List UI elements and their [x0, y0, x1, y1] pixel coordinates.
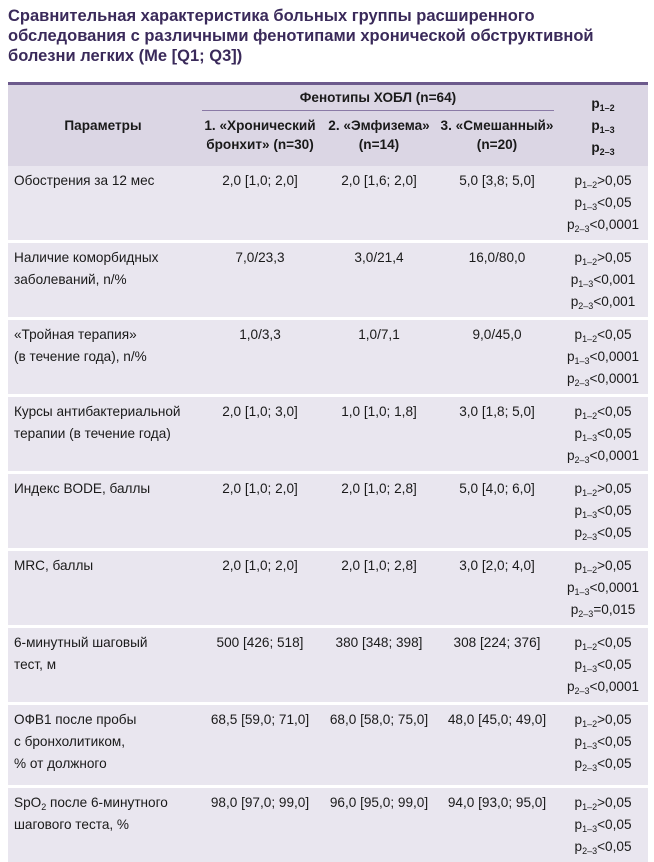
p-values-cell — [558, 474, 648, 548]
param-line: Наличие коморбидных — [14, 250, 159, 265]
param-line: шагового теста, % — [14, 817, 130, 832]
header-group-1: 1. «Хронический бронхит» (n=30) — [204, 118, 316, 152]
value-group-1: 98,0 [97,0; 99,0] — [210, 795, 310, 810]
param-line: заболеваний, n/% — [14, 272, 127, 287]
p-values-cell — [558, 705, 648, 785]
table-row — [8, 397, 648, 471]
p-values-cell — [558, 628, 648, 702]
p-value: $p_{2-3}<0,0001$ — [566, 371, 640, 388]
p-value: $p_{1-3}<0,0001$ — [566, 580, 640, 597]
header-p-values — [558, 84, 648, 167]
value-group-3: 94,0 [93,0; 95,0] — [447, 795, 547, 810]
param-cell — [8, 474, 198, 548]
param-line: терапии (в течение года) — [14, 426, 171, 441]
param-line: ОФВ1 после пробы — [14, 712, 137, 727]
value-group-3: 5,0 [4,0; 6,0] — [459, 481, 535, 496]
p-value: $p_{1-2}>0,05$ — [574, 250, 632, 267]
table-row — [8, 166, 648, 240]
p-value: $p_{1-2}<0,05$ — [574, 327, 632, 344]
p-value: $p_{2-3}<0,05$ — [574, 525, 632, 542]
p-value: $p_{1-3}<0,05$ — [574, 657, 632, 674]
value-group-3: 3,0 [2,0; 4,0] — [459, 558, 535, 573]
p-values-cell — [558, 166, 648, 240]
value-group-2: 2,0 [1,6; 2,0] — [341, 173, 417, 188]
value-group-1: 68,5 [59,0; 71,0] — [210, 712, 310, 727]
value-group-1: 7,0/23,3 — [235, 250, 285, 265]
param-cell — [8, 705, 198, 785]
p-value: $p_{1-2}>0,05$ — [574, 558, 632, 575]
p-value: $p_{1-2}>0,05$ — [574, 481, 632, 498]
param-line: % от должного — [14, 756, 107, 771]
p-value: $p_{1-3}<0,05$ — [574, 734, 632, 751]
value-group-2: 68,0 [58,0; 75,0] — [329, 712, 429, 727]
value-group-3: 3,0 [1,8; 5,0] — [459, 404, 535, 419]
header-phenotypes-label: Фенотипы ХОБЛ (n=64) — [202, 88, 554, 111]
value-group-1: 2,0 [1,0; 2,0] — [222, 481, 298, 496]
value-group-1: 2,0 [1,0; 3,0] — [222, 404, 298, 419]
p-value: $p_{2-3}<0,05$ — [574, 756, 632, 773]
p-value: $p_{1-3}<0,001$ — [570, 272, 636, 289]
p-value: $p_{1-2}<0,05$ — [574, 404, 632, 421]
value-group-2: 380 [348; 398] — [335, 635, 423, 650]
param-line: Индекс BODE, баллы — [14, 481, 151, 496]
table-title: Сравнительная характеристика больных группы расширенного обследования с различными фенотипами хронической обструктивной болезни легких (Ме [Q1; Q3]) — [8, 7, 594, 65]
param-line: 6-минутный шаговый — [14, 635, 148, 650]
param-line: Курсы антибактериальной — [14, 404, 181, 419]
table-header — [8, 84, 648, 167]
header-p12: $p_{1-2}$ — [591, 95, 615, 113]
header-phenotypes — [198, 84, 558, 114]
table-row — [8, 320, 648, 394]
param-line: MRC, баллы — [14, 558, 94, 573]
table-row — [8, 474, 648, 548]
param-line: с бронхолитиком, — [14, 734, 126, 749]
table-row — [8, 243, 648, 317]
p-value: $p_{2-3}<0,001$ — [570, 294, 636, 311]
param-line: «Тройная терапия» — [14, 327, 137, 342]
p-value: $p_{2-3}<0,0001$ — [566, 679, 640, 696]
value-group-2: 2,0 [1,0; 2,8] — [341, 481, 417, 496]
value-group-3: 9,0/45,0 — [472, 327, 522, 342]
data-table — [8, 82, 648, 862]
param-cell — [8, 551, 198, 625]
table-row — [8, 705, 648, 785]
param-cell — [8, 788, 198, 862]
param-line: тест, м — [14, 657, 57, 672]
table-row — [8, 628, 648, 702]
value-group-3: 48,0 [45,0; 49,0] — [447, 712, 547, 727]
value-group-3: 308 [224; 376] — [453, 635, 541, 650]
value-group-1: 2,0 [1,0; 2,0] — [222, 558, 298, 573]
p-value: $p_{1-3}<0,05$ — [574, 817, 632, 834]
p-values-cell — [558, 320, 648, 394]
p-value: $p_{1-2}>0,05$ — [574, 712, 632, 729]
param-line: Обострения за 12 мес — [14, 173, 155, 188]
p-values-cell — [558, 788, 648, 862]
param-cell — [8, 320, 198, 394]
p-value: $p_{1-3}<0,05$ — [574, 426, 632, 443]
p-value: $p_{1-3}<0,05$ — [574, 195, 632, 212]
header-group-2: 2. «Эмфизема» (n=14) — [328, 118, 430, 152]
value-group-2: 3,0/21,4 — [354, 250, 404, 265]
p-value: $p_{1-2}>0,05$ — [574, 173, 632, 190]
p-value: $p_{1-2}>0,05$ — [574, 795, 632, 812]
p-value: $p_{2-3}<0,0001$ — [566, 217, 640, 234]
p-value: $p_{2-3}=0,015$ — [570, 602, 636, 619]
param-rest: после 6-минутного — [46, 795, 168, 810]
p-value: $p_{2-3}<0,0001$ — [566, 448, 640, 465]
param-cell — [8, 397, 198, 471]
value-group-3: 16,0/80,0 — [468, 250, 526, 265]
value-group-2: 2,0 [1,0; 2,8] — [341, 558, 417, 573]
p-value: $p_{2-3}<0,05$ — [574, 839, 632, 856]
value-group-3: 5,0 [3,8; 5,0] — [459, 173, 535, 188]
p-values-cell — [558, 397, 648, 471]
value-group-1: 2,0 [1,0; 2,0] — [222, 173, 298, 188]
table-body — [8, 166, 648, 862]
value-group-2: 1,0 [1,0; 1,8] — [341, 404, 417, 419]
p-value: $p_{1-3}<0,0001$ — [566, 349, 640, 366]
param-cell — [8, 166, 198, 240]
param-sub: 2 — [41, 802, 47, 812]
header-params: Параметры — [64, 118, 142, 133]
p-values-cell — [558, 551, 648, 625]
param-line: (в течение года), n/% — [14, 349, 147, 364]
value-group-2: 1,0/7,1 — [358, 327, 400, 342]
param-line — [14, 792, 198, 814]
table-row — [8, 788, 648, 862]
p-value: $p_{1-2}<0,05$ — [574, 635, 632, 652]
param-cell — [8, 243, 198, 317]
value-group-1: 500 [426; 518] — [216, 635, 304, 650]
p-value: $p_{1-3}<0,05$ — [574, 503, 632, 520]
header-p13: $p_{1-3}$ — [591, 117, 615, 135]
header-group-3: 3. «Смешанный» (n=20) — [440, 118, 554, 152]
p-values-cell — [558, 243, 648, 317]
value-group-2: 96,0 [95,0; 99,0] — [329, 795, 429, 810]
table-row — [8, 551, 648, 625]
data-table-container — [8, 82, 648, 862]
param-cell — [8, 628, 198, 702]
header-p23: $p_{2-3}$ — [591, 139, 615, 157]
value-group-1: 1,0/3,3 — [239, 327, 281, 342]
param-main: SpO — [14, 795, 42, 810]
